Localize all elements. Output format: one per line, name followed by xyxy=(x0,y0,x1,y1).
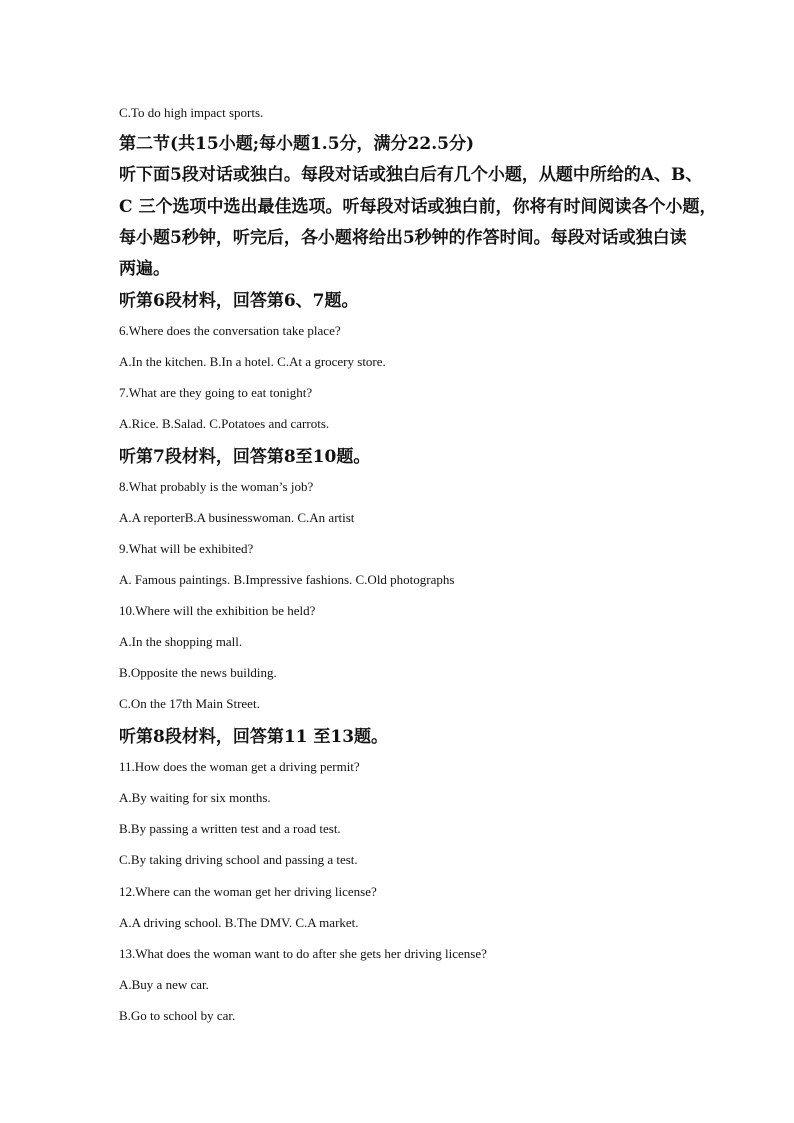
question-13: 13.What does the woman want to do after she gets her driving license? xyxy=(119,946,487,961)
question-10-option-c: C.On the 17th Main Street. xyxy=(119,696,260,711)
question-10-option-a: A.In the shopping mall. xyxy=(119,634,243,649)
material-8-heading: 听第8段材料，回答第11 至13题。 xyxy=(119,727,389,747)
material-6-heading: 听第6段材料，回答第6、7题。 xyxy=(119,291,359,311)
question-12-options: A.A driving school. B.The DMV. C.A market. xyxy=(119,915,359,930)
question-6: 6.Where does the conversation take place? xyxy=(119,323,341,338)
question-8-options: A.A reporterB.A businesswoman. C.An artist xyxy=(119,510,355,525)
question-10: 10.Where will the exhibition be held? xyxy=(119,603,316,618)
question-9-options: A. Famous paintings. B.Impressive fashions. C.Old photographs xyxy=(119,572,455,587)
material-7-heading: 听第7段材料，回答第8至10题。 xyxy=(119,447,371,467)
question-13-option-b: B.Go to school by car. xyxy=(119,1008,236,1023)
question-10-option-b: B.Opposite the news building. xyxy=(119,665,277,680)
instructions-line-1: 听下面5段对话或独白。每段对话或独白后有几个小题，从题中所给的A、B、 xyxy=(119,165,703,185)
question-12: 12.Where can the woman get her driving license? xyxy=(119,884,377,899)
question-11-option-a: A.By waiting for six months. xyxy=(119,790,271,805)
question-8: 8.What probably is the woman’s job? xyxy=(119,479,314,494)
instructions-line-4: 两遍。 xyxy=(119,259,170,279)
question-11: 11.How does the woman get a driving permit? xyxy=(119,759,360,774)
question-11-option-c: C.By taking driving school and passing a test. xyxy=(119,852,358,867)
question-6-options: A.In the kitchen. B.In a hotel. C.At a grocery store. xyxy=(119,354,386,369)
question-7: 7.What are they going to eat tonight? xyxy=(119,385,313,400)
instructions-line-3: 每小题5秒钟，听完后，各小题将给出5秒钟的作答时间。每段对话或独白读 xyxy=(119,228,687,248)
question-13-option-a: A.Buy a new car. xyxy=(119,977,209,992)
question-7-options: A.Rice. B.Salad. C.Potatoes and carrots. xyxy=(119,416,330,431)
section-heading: 第二节(共15小题;每小题1.5分，满分22.5分) xyxy=(119,134,474,154)
question-11-option-b: B.By passing a written test and a road test. xyxy=(119,821,341,836)
instructions-line-2: C 三个选项中选出最佳选项。听每段对话或独白前，你将有时间阅读各个小题， xyxy=(119,197,717,217)
question-5-option-c: C.To do high impact sports. xyxy=(119,105,264,120)
question-9: 9.What will be exhibited? xyxy=(119,541,254,556)
